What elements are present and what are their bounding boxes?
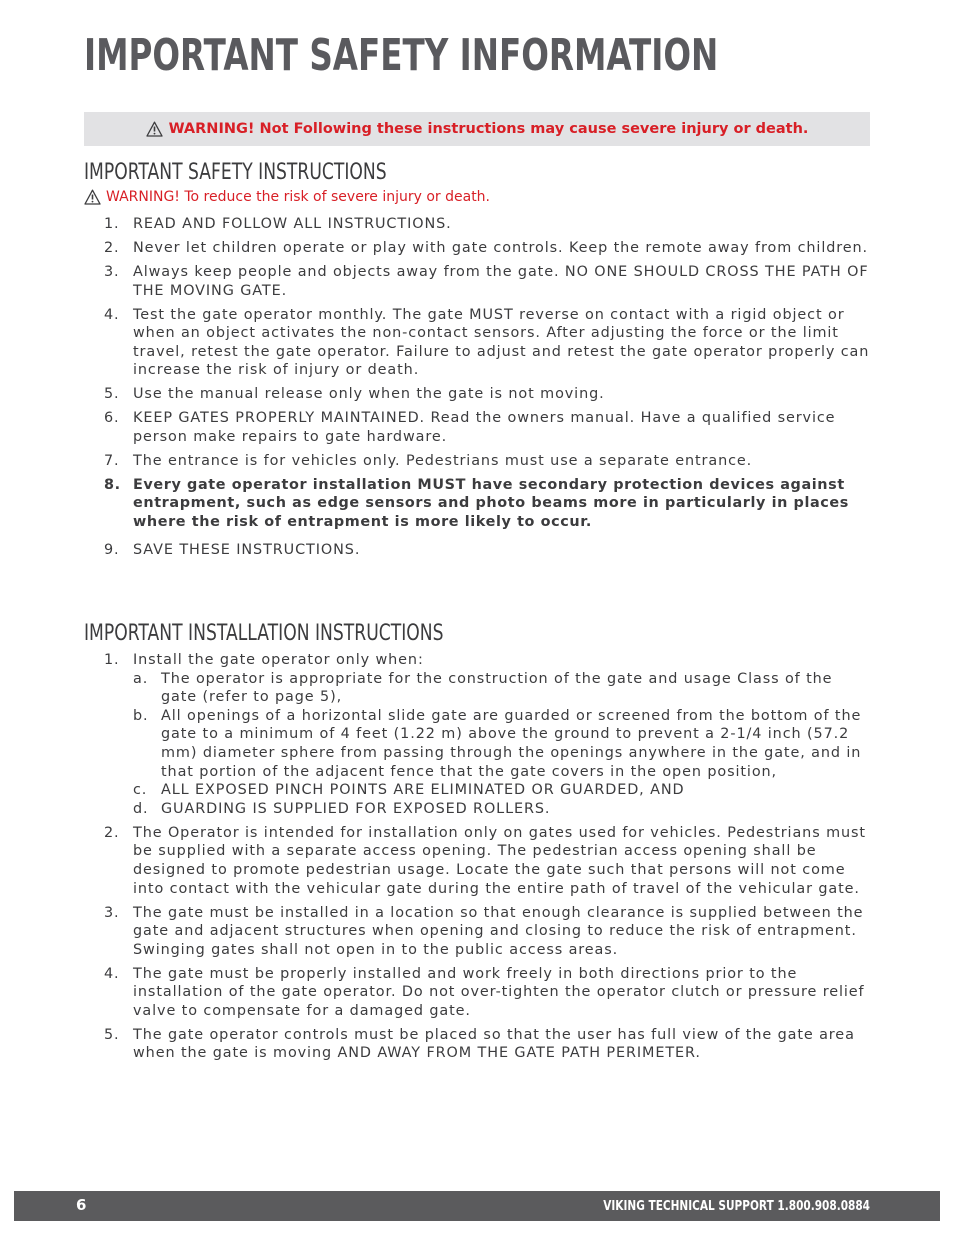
list-item: 1. READ AND FOLLOW ALL INSTRUCTIONS. — [104, 216, 452, 232]
warning-banner — [84, 112, 870, 146]
list-item: 1. Install the gate operator only when: a. The operator is appropriate for the construction of the gate and usage Class of the gate (refer to page 5), b. All openings of a horizontal slide gate are guarded or screened from the bottom of the gate to a minimum of 4 feet (1.22 m) above the ground to prevent a 2-1/4 inch (57.2 mm) diameter sphere from passing through the openings anywhere in the gate, and in that portion of the adjacent fence that the gate covers in the open position, c. ALL EXPOSED PINCH POINTS ARE ELIMINATED OR GUARDED, AND d. GUARDING IS SUPPLIED FOR EXPOSED ROLLERS. — [104, 651, 870, 818]
safety-instructions-list — [104, 215, 870, 565]
installation-instructions-list — [104, 651, 870, 1068]
list-item: 2. Never let children operate or play with gate controls. Keep the remote away from children. — [104, 239, 868, 256]
warning-triangle-icon — [146, 121, 163, 137]
sub-list-item: a. The operator is appropriate for the construction of the gate and usage Class of the gate (refer to page 5), — [133, 670, 833, 706]
sub-list — [133, 670, 870, 819]
list-item: 5. The gate operator controls must be placed so that the user has full view of the gate area when the gate is moving AND AWAY FROM THE GATE PATH PERIMETER. — [104, 1026, 855, 1062]
list-item-emphasized: 8. Every gate operator installation MUST have secondary protection devices against entrapment, such as edge sensors and photo beams more in particularly in places where the risk of entrapment is more likely to occur. — [104, 476, 849, 531]
technical-support-text: VIKING TECHNICAL SUPPORT 1.800.908.0884 — [603, 1198, 870, 1214]
list-item: 9. SAVE THESE INSTRUCTIONS. — [104, 541, 361, 558]
sub-list-item: c. ALL EXPOSED PINCH POINTS ARE ELIMINATED OR GUARDED, AND — [133, 782, 685, 799]
page-title: IMPORTANT SAFETY INFORMATION — [84, 30, 719, 81]
warning-banner-text: WARNING! Not Following these instructions may cause severe injury or death. — [168, 121, 809, 137]
installation-instructions-heading: IMPORTANT INSTALLATION INSTRUCTIONS — [84, 621, 444, 646]
list-item: 3. The gate must be installed in a location so that enough clearance is supplied between the gate and adjacent structures when opening and closing to reduce the risk of entrapment. Swinging gates shall not open in to the public access areas. — [104, 904, 864, 958]
list-item: 2. The Operator is intended for installation only on gates used for vehicles. Pedestrians must be supplied with a separate access opening. The pedestrian access opening shall be designed to promote pedestrian usage. Locate the gate such that persons will not come into contact with the vehicular gate during the entire path of travel of the vehicular gate. — [104, 824, 866, 897]
list-item: 3. Always keep people and objects away from the gate. NO ONE SHOULD CROSS THE PATH OF THE MOVING GATE. — [104, 263, 869, 299]
sub-list-item: d. GUARDING IS SUPPLIED FOR EXPOSED ROLLERS. — [133, 800, 551, 817]
page-footer — [14, 1191, 940, 1221]
safety-instructions-heading: IMPORTANT SAFETY INSTRUCTIONS — [84, 160, 387, 185]
list-item: 4. The gate must be properly installed and work freely in both directions prior to the installation of the gate operator. Do not over-tighten the operator clutch or pressure relief valve to compensate for a damaged gate. — [104, 965, 865, 1019]
list-item: 4. Test the gate operator monthly. The gate MUST reverse on contact with a rigid object or when an object activates the non-contact sensors. After adjusting the force or the limit travel, retest the gate operator. Failure to adjust and retest the gate operator properly can increase the risk of injury or death. — [104, 306, 870, 379]
list-item: 5. Use the manual release only when the gate is not moving. — [104, 386, 605, 403]
list-item: 6. KEEP GATES PROPERLY MAINTAINED. Read the owners manual. Have a qualified service person make repairs to gate hardware. — [104, 410, 836, 445]
safety-warning — [84, 189, 490, 205]
sub-list-item: b. All openings of a horizontal slide gate are guarded or screened from the bottom of the gate to a minimum of 4 feet (1.22 m) above the ground to prevent a 2-1/4 inch (57.2 mm) diameter sphere from passing through the openings anywhere in the gate, and in that portion of the adjacent fence that the gate covers in the open position, — [133, 707, 862, 780]
safety-warning-text: WARNING! To reduce the risk of severe injury or death. — [106, 189, 491, 205]
list-item: 7. The entrance is for vehicles only. Pedestrians must use a separate entrance. — [104, 452, 753, 469]
page-number: 6 — [76, 1196, 87, 1214]
warning-triangle-icon — [84, 189, 101, 205]
